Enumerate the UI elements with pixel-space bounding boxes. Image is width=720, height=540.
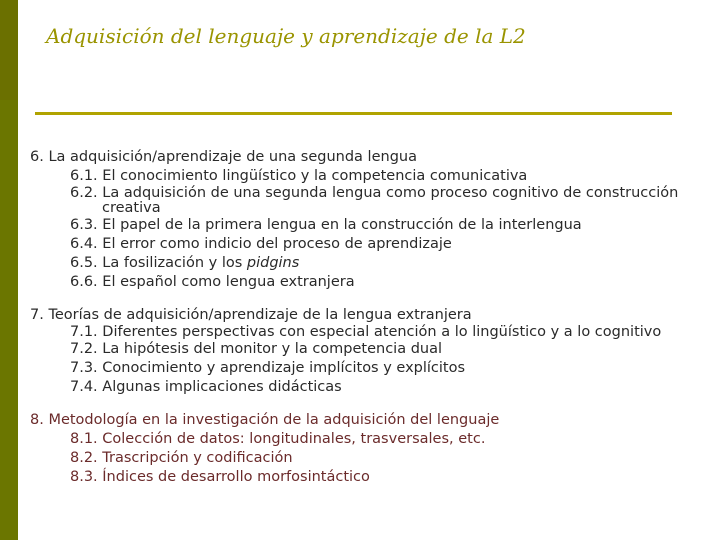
list-item: 6.3. El papel de la primera lengua en la construcción de la interlengua	[70, 217, 582, 233]
list-item: 6.2. La adquisición de una segunda lengua como proceso cognitivo de construcción creativa	[70, 185, 679, 216]
list-item: 7.4. Algunas implicaciones didácticas	[70, 379, 342, 395]
title-divider	[35, 112, 672, 115]
list-item: 6.1. El conocimiento lingüístico y la competencia comunicativa	[70, 168, 528, 184]
list-item: 7.1. Diferentes perspectivas con especial atención a lo lingüístico y a lo cognitivo	[70, 324, 662, 340]
section-heading: 6. La adquisición/aprendizaje de una segunda lengua	[30, 149, 417, 165]
section-items	[30, 325, 710, 397]
section-8	[30, 411, 710, 487]
list-item: 6.4. El error como indicio del proceso de aprendizaje	[70, 236, 452, 252]
list-item	[70, 254, 710, 273]
section-items	[30, 167, 710, 292]
section-7	[30, 306, 710, 397]
list-item-italic: pidgins	[246, 255, 300, 271]
section-heading: 7. Teorías de adquisición/aprendizaje de la lengua extranjera	[30, 307, 472, 323]
section-heading: 8. Metodología en la investigación de la adquisición del lenguaje	[30, 412, 500, 428]
list-item: 8.3. Índices de desarrollo morfosintáctico	[70, 469, 370, 485]
left-accent-bar	[0, 0, 18, 540]
list-item-text: 6.5. La fosilización y los	[70, 255, 247, 271]
slide-title: Adquisición del lenguaje y aprendizaje de la L2	[46, 24, 526, 48]
left-accent-bar-top	[0, 0, 18, 100]
list-item: 7.3. Conocimiento y aprendizaje implícitos y explícitos	[70, 360, 466, 376]
list-item: 6.6. El español como lengua extranjera	[70, 274, 355, 290]
slide-content	[30, 148, 710, 501]
list-item: 7.2. La hipótesis del monitor y la competencia dual	[70, 341, 443, 357]
list-item: 8.1. Colección de datos: longitudinales, trasversales, etc.	[70, 431, 486, 447]
list-item: 8.2. Trascripción y codificación	[70, 450, 293, 466]
section-items	[30, 430, 710, 487]
section-6	[30, 148, 710, 292]
